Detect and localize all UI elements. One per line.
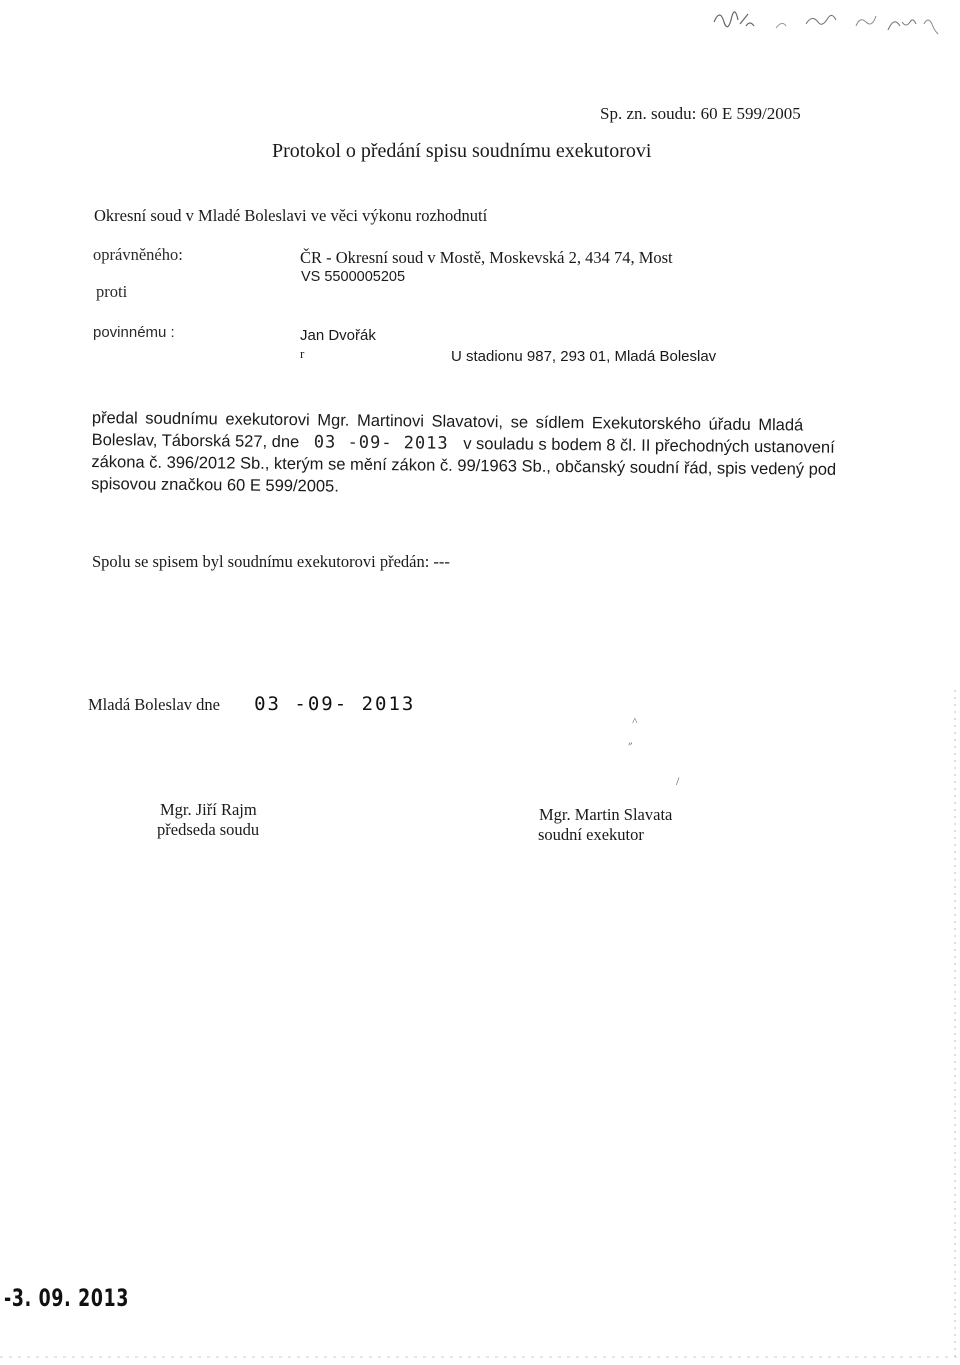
obliged-marker: r <box>300 346 305 361</box>
case-reference: Sp. zn. soudu: 60 E 599/2005 <box>600 104 801 123</box>
signature-right-role: soudní exekutor <box>538 825 644 844</box>
obliged-address: U stadionu 987, 293 01, Mladá Boleslav <box>451 348 717 365</box>
paragraph-line-3: zákona č. 396/2012 Sb., kterým se mění zákon č. 99/1963 Sb., občanský soudní řád, spis vedený pod <box>91 452 837 479</box>
signature-right-name: Mgr. Martin Slavata <box>539 805 673 824</box>
received-date-stamp: -3. 09. 2013 <box>4 1284 130 1312</box>
document-title: Protokol o předání spisu soudnímu exekutorovi <box>272 140 652 162</box>
entitled-value: ČR - Okresní soud v Mostě, Moskevská 2, 434 74, Most <box>300 248 673 267</box>
place-date-stamp: 03 -09- 2013 <box>254 693 416 715</box>
scan-edge-right <box>952 690 958 1360</box>
mark-dot: ˄ <box>632 716 638 727</box>
handwritten-note-signature <box>706 2 946 42</box>
paragraph-line-2-start: Boleslav, Táborská 527, dne <box>91 430 300 452</box>
scan-edge-bottom <box>0 1355 960 1359</box>
paragraph-line-1: předal soudnímu exekutorovi Mgr. Martinovi Slavatovi, se sídlem Exekutorského úřadu Mladá <box>91 408 804 435</box>
entitled-vs: VS 5500005205 <box>301 269 406 285</box>
handover-attachments: Spolu se spisem byl soudnímu exekutorovi předán: --- <box>92 552 450 571</box>
court-line: Okresní soud v Mladé Boleslavi ve věci výkonu rozhodnutí <box>94 206 488 225</box>
signature-left-role: předseda soudu <box>157 820 260 839</box>
obliged-name: Jan Dvořák <box>300 327 376 344</box>
entitled-label: oprávněného: <box>93 245 183 264</box>
place-date <box>88 693 415 715</box>
inline-date-stamp: 03 -09- 2013 <box>313 432 449 454</box>
handover-paragraph <box>91 407 840 503</box>
paragraph-line-2-end: v souladu s bodem 8 čl. II přechodných ustanovení <box>463 434 835 457</box>
place-date-label: Mladá Boleslav dne <box>88 695 220 714</box>
mark-slash: / <box>676 774 680 788</box>
signature-left-name: Mgr. Jiří Rajm <box>160 800 257 819</box>
obliged-label: povinnému : <box>93 324 175 341</box>
mark-quote: ״ <box>628 738 633 752</box>
paragraph-line-4: spisovou značkou 60 E 599/2005. <box>91 474 339 496</box>
against-label: proti <box>96 282 128 301</box>
